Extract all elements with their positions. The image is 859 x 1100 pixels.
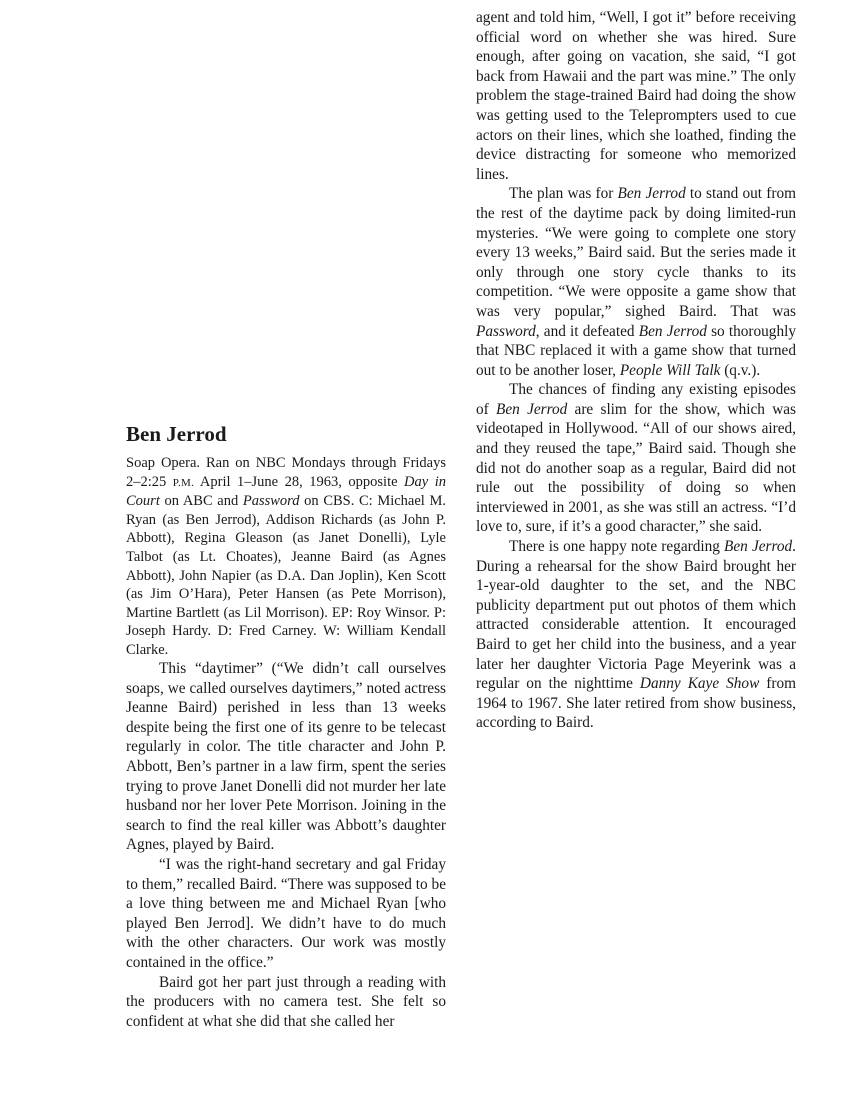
paragraph: This “daytimer” (“We didn’t call ourselves soaps, we called ourselves daytimers,” noted actress Jeanne Baird) perished in less than 13 weeks despite being the first one of its genre to be telecast regularly in color. The title character and John P. Abbott, Ben’s partner in a law firm, spent the series trying to prove Janet Donelli did not murder her late husband nor her lover Pete Morrison. Joining in the search to find the real killer was Abbott’s daughter Agnes, played by Baird. xyxy=(126,660,446,854)
paragraph: “I was the right-hand secretary and gal Friday to them,” recalled Baird. “There was supposed to be a love thing between me and Michael Ryan [who played Ben Jerrod]. We didn’t have to do much with the other characters. Our work was mostly contained in the office.” xyxy=(126,855,446,971)
left-column-body xyxy=(126,659,446,1031)
entry-credits: Soap Opera. Ran on NBC Mondays through Fridays 2–2:25 P.M. April 1–June 28, 1963, opposite Day in Court on ABC and Password on CBS. C: Michael M. Ryan (as Ben Jerrod), Addison Richards (as John P. Abbott), Regina Gleason (as Janet Donelli), Lyle Talbot (as Lt. Choates), Jeanne Baird (as Agnes Abbott), John Napier (as D.A. Dan Joplin), Ken Scott (as Jim O’Hara), Peter Hansen (as Pete Morrison), Martine Bartlett (as Lil Morrison). EP: Roy Winsor. P: Joseph Hardy. D: Fred Carney. W: William Kendall Clarke. xyxy=(126,455,446,658)
entry-title: Ben Jerrod xyxy=(126,422,227,446)
paragraph: agent and told him, “Well, I got it” before receiving official word on whether she was hired. Sure enough, after going on vacation, she said, “I got back from Hawaii and the part was mine.” The only problem the stage-trained Baird had doing the show was getting used to the Teleprompters used to cue actors on their lines, which she loathed, finding the device distracting for someone who memorized lines. xyxy=(476,9,796,183)
paragraph: The plan was for Ben Jerrod to stand out from the rest of the daytime pack by doing limited-run mysteries. “We were going to complete one story every 13 weeks,” Baird said. But the series made it only through one story cycle thanks to its competition. “We were opposite a game show that was very popular,” sighed Baird. That was Password, and it defeated Ben Jerrod so thoroughly that NBC replaced it with a game show that turned out to be another loser, People Will Talk (q.v.). xyxy=(476,185,796,379)
paragraph: The chances of finding any existing episodes of Ben Jerrod are slim for the show, which was videotaped in Hollywood. “All of our shows aired, and they reused the tape,” Baird said. Though she did not do another soap as a regular, Baird did not rule out the possibility of doing so when interviewed in 2001, as she was still an actress. “I’d love to, sure, if it’s a good character,” she said. xyxy=(476,381,796,536)
right-column xyxy=(476,8,796,733)
paragraph: There is one happy note regarding Ben Jerrod. During a rehearsal for the show Baird brought her 1-year-old daughter to the set, and the NBC publicity department put out photos of them which attracted considerable attention. It encouraged Baird to get her child into the business, and a year later her daughter Victoria Page Meyerink was a regular on the nighttime Danny Kaye Show from 1964 to 1967. She later retired from show business, according to Baird. xyxy=(476,538,797,732)
paragraph: Baird got her part just through a reading with the producers with no camera test. She felt so confident at what she did that she called her xyxy=(126,973,446,1030)
